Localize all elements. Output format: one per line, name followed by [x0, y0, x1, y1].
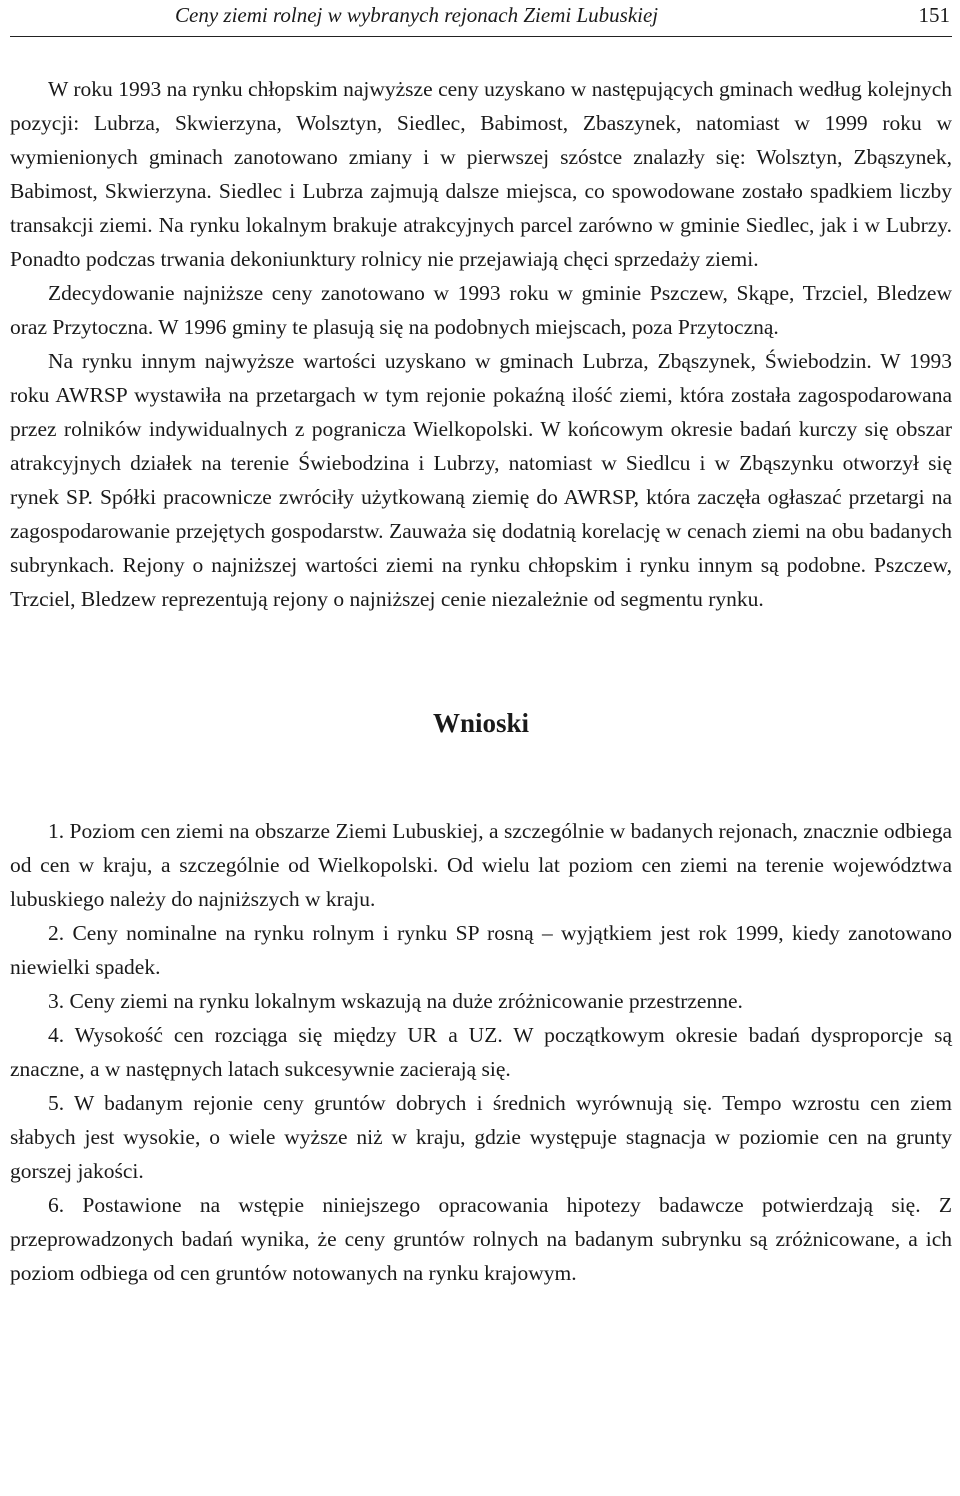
conclusion-item: 2. Ceny nominalne na rynku rolnym i rynku SP rosną – wyjątkiem jest rok 1999, kiedy zanotowano niewielki spadek.	[10, 921, 952, 979]
section-heading: Wnioski	[432, 708, 530, 738]
paragraph: Na rynku innym najwyższe wartości uzyskano w gminach Lubrza, Zbąszynek, Świebodzin. W 1993 roku AWRSP wystawiła na przetargach w tym rejonie pokaźną ilość ziemi, która została zagospodarowana przez rolników indywidualnych z pogranicza Wielkopolski. W końcowym okresie badań kurczy się obszar atrakcyjnych działek na terenie Świebodzina i Lubrzy, natomiast w Siedlcu i w Zbąszynku otworzył się rynek SP. Spółki pracownicze zwróciły użytkowaną ziemię do AWRSP, która zaczęła ogłaszać przetargi na zagospodarowanie przejętych gospodarstw. Zauważa się dodatnią korelację w cenach ziemi na obu badanych subrynkach. Rejony o najniższej wartości ziemi na rynku chłopskim i rynku innym są podobne. Pszczew, Trzciel, Bledzew reprezentują rejony o najniższej cenie niezależnie od segmentu rynku.	[10, 349, 952, 611]
paragraph: W roku 1993 na rynku chłopskim najwyższe ceny uzyskano w następujących gminach według kolejnych pozycji: Lubrza, Skwierzyna, Wolsztyn, Siedlec, Babimost, Zbaszynek, natomiast w 1999 roku w wymienionych gminach zanotowano zmiany i w pierwszej szóstce znalazły się: Wolsztyn, Zbąszynek, Babimost, Skwierzyna. Siedlec i Lubrza zajmują dalsze miejsca, co spowodowane zostało spadkiem liczby transakcji ziemi. Na rynku lokalnym brakuje atrakcyjnych parcel zarówno w gminie Siedlec, jak i w Lubrzy. Ponadto podczas trwania dekoniunktury rolnicy nie przejawiają chęci sprzedaży ziemi.	[10, 77, 952, 271]
body-text	[10, 72, 952, 1290]
conclusion-item: 6. Postawione na wstępie niniejszego opracowania hipotezy badawcze potwierdzają się. Z przeprowadzonych badań wynika, że ceny gruntów rolnych na badanym subrynku są zróżnicowane, a ich poziom odbiega od cen gruntów notowanych na rynku krajowym.	[10, 1193, 952, 1285]
running-header	[10, 0, 952, 37]
header-title: Ceny ziemi rolnej w wybranych rejonach Ziemi Lubuskiej	[175, 3, 659, 27]
conclusion-item: 5. W badanym rejonie ceny gruntów dobrych i średnich wyrównują się. Tempo wzrostu cen ziem słabych jest wysokie, o wiele wyższe niż w kraju, gdzie występuje stagnacja w poziomie cen na grunty gorszej jakości.	[10, 1091, 952, 1183]
paragraph: Zdecydowanie najniższe ceny zanotowano w 1993 roku w gminie Pszczew, Skąpe, Trzciel, Bledzew oraz Przytoczna. W 1996 gminy te plasują się na podobnych miejscach, poza Przytoczną.	[10, 281, 952, 339]
page-number: 151	[918, 3, 950, 27]
conclusion-item: 1. Poziom cen ziemi na obszarze Ziemi Lubuskiej, a szczególnie w badanych rejonach, znacznie odbiega od cen w kraju, a szczególnie od Wielkopolski. Od wielu lat poziom cen ziemi na terenie województwa lubuskiego należy do najniższych w kraju.	[10, 819, 952, 911]
conclusion-item: 4. Wysokość cen rozciąga się między UR a UZ. W początkowym okresie badań dysproporcje są znaczne, a w następnych latach sukcesywnie zacierają się.	[10, 1023, 952, 1081]
conclusion-item: 3. Ceny ziemi na rynku lokalnym wskazują na duże zróżnicowanie przestrzenne.	[48, 989, 743, 1013]
